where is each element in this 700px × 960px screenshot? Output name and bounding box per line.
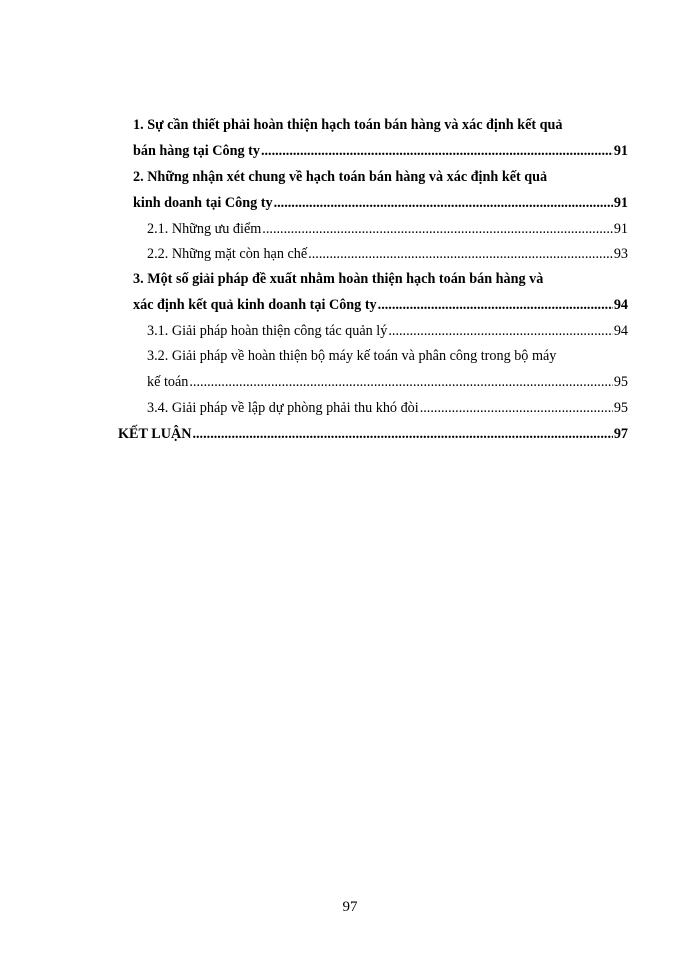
toc-entry-2-2-page: 93 — [613, 246, 628, 262]
toc-entry-3-1-page: 94 — [613, 323, 628, 339]
toc-entry-3[interactable] — [133, 295, 628, 315]
toc-entry-3-2-line2: kế toán — [147, 374, 189, 390]
toc-entry-2-line1: 2. Những nhận xét chung về hạch toán bán hàng và xác định kết quả — [133, 169, 548, 185]
leader-dots — [261, 141, 613, 161]
toc-entry-2-2[interactable] — [147, 244, 628, 264]
toc-entry-1-page: 91 — [613, 143, 628, 159]
leader-dots — [189, 372, 612, 392]
toc-entry-3-2[interactable] — [147, 372, 628, 392]
toc-entry-3-4-text: 3.4. Giải pháp về lập dự phòng phải thu khó đòi — [147, 400, 419, 416]
toc-entry-2-line2: kinh doanh tại Công ty — [133, 195, 273, 211]
leader-dots — [420, 398, 613, 418]
leader-dots — [192, 424, 612, 444]
leader-dots — [378, 295, 613, 315]
toc-entry-3-line2: xác định kết quả kinh doanh tại Công ty — [133, 297, 377, 313]
leader-dots — [262, 219, 613, 239]
toc-entry-3-1-text: 3.1. Giải pháp hoàn thiện công tác quản lý — [147, 323, 388, 339]
toc-entry-2-1-page: 91 — [613, 221, 628, 237]
toc-entry-3-2-line1: 3.2. Giải pháp về hoàn thiện bộ máy kế toán và phân công trong bộ máy — [147, 348, 557, 364]
leader-dots — [308, 244, 613, 264]
toc-entry-conclusion-page: 97 — [613, 426, 628, 442]
toc-entry-conclusion-text: KẾT LUẬN — [118, 426, 192, 442]
toc-entry-3-2-page: 95 — [613, 374, 628, 390]
toc-entry-2-1[interactable] — [147, 219, 628, 239]
toc-entry-3-line1: 3. Một số giải pháp đề xuất nhằm hoàn thiện hạch toán bán hàng và — [133, 271, 544, 287]
toc-entry-1-line1: 1. Sự cần thiết phải hoàn thiện hạch toán bán hàng và xác định kết quả — [133, 117, 563, 133]
toc-entry-conclusion[interactable] — [118, 424, 628, 444]
toc-entry-3-4[interactable] — [147, 398, 628, 418]
toc-entry-3-page: 94 — [613, 297, 628, 313]
toc-entry-3-1[interactable] — [147, 321, 628, 341]
toc-entry-2-1-text: 2.1. Những ưu điểm — [147, 221, 262, 237]
toc-entry-2[interactable] — [133, 193, 628, 213]
leader-dots — [388, 321, 612, 341]
toc-entry-1[interactable] — [133, 141, 628, 161]
toc-entry-3-4-page: 95 — [613, 400, 628, 416]
leader-dots — [274, 193, 613, 213]
toc-entry-2-page: 91 — [613, 195, 628, 211]
toc-entry-1-line2: bán hàng tại Công ty — [133, 143, 260, 159]
page-number: 97 — [342, 899, 358, 915]
toc-entry-2-2-text: 2.2. Những mặt còn hạn chế — [147, 246, 308, 262]
